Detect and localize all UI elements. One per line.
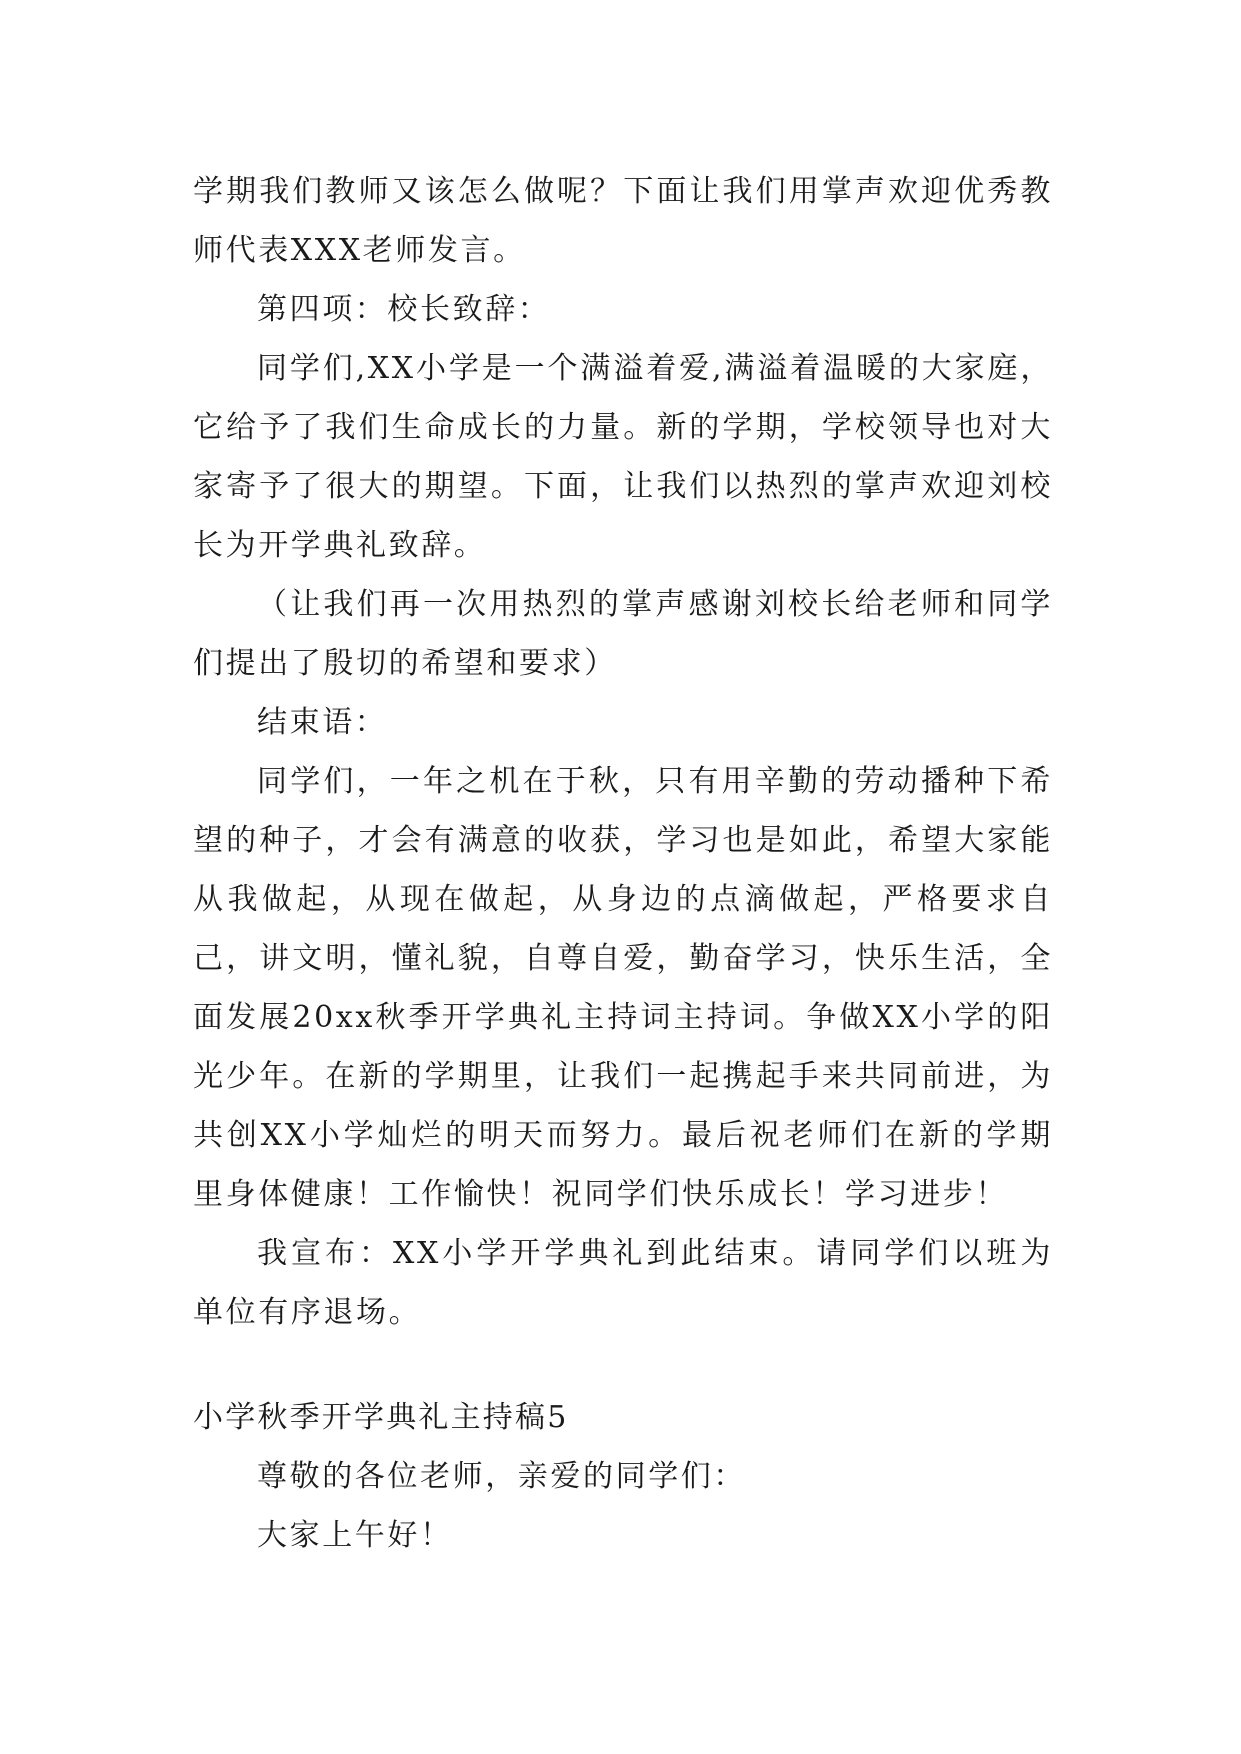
paragraph-greeting: 尊敬的各位老师，亲爱的同学们： xyxy=(257,1459,746,1494)
paragraph-announcement: 我宣布：XX小学开学典礼到此结束。请同学们以班为单位有序退场。 xyxy=(193,1236,1053,1330)
paragraph-item-four: 第四项：校长致辞： xyxy=(257,292,551,327)
paragraph-thanks-note: （让我们再一次用热烈的掌声感谢刘校长给老师和同学们提出了殷切的希望和要求） xyxy=(193,587,1053,681)
paragraph-closing-speech: 同学们，一年之机在于秋，只有用辛勤的劳动播种下希望的种子，才会有满意的收获，学习也是如此，希望大家能从我做起，从现在做起，从身边的点滴做起，严格要求自己，讲文明，懂礼貌，自尊自爱，勤奋学习，快乐生活，全面发展20xx秋季开学典礼主持词主持词。争做XX小学的阳光少年。在新的学期里，让我们一起携起手来共同前进，为共创XX小学灿烂的明天而努力。最后祝老师们在新的学期里身体健康！工作愉快！祝同学们快乐成长！学习进步！ xyxy=(193,764,1053,1212)
document-body xyxy=(193,162,1053,1565)
paragraph-continuation: 学期我们教师又该怎么做呢？下面让我们用掌声欢迎优秀教师代表XXX老师发言。 xyxy=(193,174,1053,268)
paragraph-closing-label: 结束语： xyxy=(257,705,388,740)
section-title: 小学秋季开学典礼主持稿5 xyxy=(193,1400,569,1435)
paragraph-principal-intro: 同学们,XX小学是一个满溢着爱,满溢着温暖的大家庭，它给予了我们生命成长的力量。新的学期，学校领导也对大家寄予了很大的期望。下面，让我们以热烈的掌声欢迎刘校长为开学典礼致辞。 xyxy=(193,351,1053,563)
paragraph-good-morning: 大家上午好！ xyxy=(257,1518,453,1553)
